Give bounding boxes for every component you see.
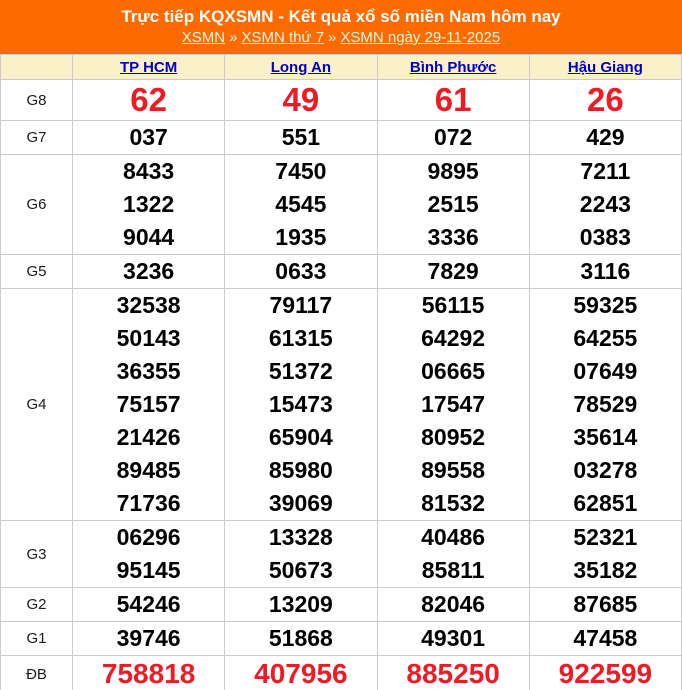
result-cell xyxy=(225,255,377,289)
result-cell xyxy=(73,521,225,588)
result-cell xyxy=(73,588,225,622)
prize-row-g1 xyxy=(1,622,682,656)
prize-row-g7 xyxy=(1,121,682,155)
result-cell xyxy=(529,121,681,155)
result-number: 56115 xyxy=(421,292,485,318)
result-number: 7450 xyxy=(275,158,327,184)
result-number: 32538 xyxy=(116,292,181,318)
result-number: 80952 xyxy=(421,424,486,450)
province-link-haugiang[interactable]: Hậu Giang xyxy=(567,58,643,76)
prize-label: G5 xyxy=(1,255,73,289)
result-number: 54246 xyxy=(116,591,181,617)
result-number: 3336 xyxy=(427,224,479,250)
result-cell xyxy=(377,521,529,588)
prize-row-db xyxy=(1,656,682,690)
breadcrumb xyxy=(182,29,500,47)
result-cell xyxy=(529,255,681,289)
result-cell xyxy=(73,155,225,255)
result-cell xyxy=(225,289,377,521)
result-cell xyxy=(529,656,681,690)
result-number: 64255 xyxy=(573,325,638,351)
breadcrumb-separator: » xyxy=(328,29,337,46)
province-header-binhphuoc xyxy=(377,55,529,80)
result-cell xyxy=(73,656,225,690)
result-number: 06665 xyxy=(421,358,486,384)
result-number: 78529 xyxy=(573,391,638,417)
result-number: 71736 xyxy=(116,490,181,516)
result-number: 40486 xyxy=(421,524,486,550)
result-cell xyxy=(377,155,529,255)
result-cell xyxy=(377,80,529,121)
result-number: 1322 xyxy=(123,191,175,217)
result-cell xyxy=(529,80,681,121)
result-number: 36355 xyxy=(116,358,181,384)
result-number: 62851 xyxy=(573,490,638,516)
result-number: 52321 xyxy=(573,524,638,550)
result-cell xyxy=(225,80,377,121)
result-number: 65904 xyxy=(268,424,333,450)
result-number: 13328 xyxy=(268,524,333,550)
prize-label: G3 xyxy=(1,521,73,588)
result-number: 35614 xyxy=(573,424,638,450)
result-number: 9895 xyxy=(427,158,479,184)
result-number: 82046 xyxy=(421,591,486,617)
result-cell xyxy=(377,588,529,622)
result-number: 3236 xyxy=(123,258,175,284)
result-number: 47458 xyxy=(573,625,638,651)
result-cell xyxy=(377,622,529,656)
result-number: 15473 xyxy=(268,391,333,417)
result-number: 2243 xyxy=(579,191,631,217)
result-number: 07649 xyxy=(573,358,638,384)
result-number: 51868 xyxy=(268,625,333,651)
result-number: 1935 xyxy=(275,224,327,250)
result-cell xyxy=(225,656,377,690)
prize-row-g6 xyxy=(1,155,682,255)
breadcrumb-link-xsmn-date[interactable]: XSMN ngày 29-11-2025 xyxy=(340,29,501,46)
prize-row-g5 xyxy=(1,255,682,289)
result-number: 61315 xyxy=(268,325,333,351)
result-number: 21426 xyxy=(116,424,181,450)
prize-row-g4 xyxy=(1,289,682,521)
result-cell xyxy=(73,80,225,121)
prize-row-g2 xyxy=(1,588,682,622)
result-number: 62 xyxy=(130,81,167,118)
prize-row-g8 xyxy=(1,80,682,121)
prize-label: G2 xyxy=(1,588,73,622)
result-number: 89558 xyxy=(421,457,486,483)
results-body xyxy=(1,80,682,690)
result-number: 8433 xyxy=(123,158,175,184)
result-number: 037 xyxy=(129,124,168,150)
prize-label: G6 xyxy=(1,155,73,255)
result-number: 03278 xyxy=(573,457,638,483)
result-number: 50673 xyxy=(268,557,333,583)
breadcrumb-link-xsmn[interactable]: XSMN xyxy=(181,29,226,46)
prize-row-g3 xyxy=(1,521,682,588)
result-number: 922599 xyxy=(558,658,653,689)
prize-label: G4 xyxy=(1,289,73,521)
result-number: 429 xyxy=(586,124,625,150)
result-cell xyxy=(73,622,225,656)
result-cell xyxy=(225,588,377,622)
province-header-haugiang xyxy=(529,55,681,80)
result-cell xyxy=(73,255,225,289)
breadcrumb-link-xsmn-weekday[interactable]: XSMN thứ 7 xyxy=(241,29,325,46)
result-number: 072 xyxy=(433,124,473,150)
result-number: 95145 xyxy=(116,557,181,583)
result-cell xyxy=(225,121,377,155)
result-number: 75157 xyxy=(116,391,181,417)
page-header xyxy=(0,0,682,54)
result-number: 26 xyxy=(587,81,624,118)
result-number: 50143 xyxy=(116,325,181,351)
result-number: 0633 xyxy=(275,258,327,284)
result-number: 7829 xyxy=(427,258,479,284)
result-number: 85811 xyxy=(421,557,485,583)
result-cell xyxy=(377,255,529,289)
result-cell xyxy=(529,289,681,521)
result-number: 407956 xyxy=(254,658,348,689)
result-number: 13209 xyxy=(268,591,333,617)
result-number: 06296 xyxy=(116,524,181,550)
result-cell xyxy=(529,521,681,588)
result-cell xyxy=(225,521,377,588)
result-cell xyxy=(529,622,681,656)
result-number: 61 xyxy=(434,81,472,118)
result-cell xyxy=(529,588,681,622)
result-number: 885250 xyxy=(406,658,500,689)
result-number: 0383 xyxy=(579,224,631,250)
result-number: 758818 xyxy=(101,658,196,689)
result-number: 2515 xyxy=(427,191,479,217)
result-number: 51372 xyxy=(268,358,333,384)
result-number: 4545 xyxy=(275,191,327,217)
page-title: Trực tiếp KQXSMN - Kết quả xổ số miền Nam hôm nay xyxy=(121,7,561,26)
result-number: 39746 xyxy=(116,625,181,651)
result-number: 59325 xyxy=(573,292,638,318)
result-cell xyxy=(377,121,529,155)
result-number: 17547 xyxy=(421,391,486,417)
result-number: 9044 xyxy=(123,224,175,250)
province-header-row xyxy=(1,55,682,80)
prize-label: G7 xyxy=(1,121,73,155)
result-cell xyxy=(377,289,529,521)
prize-label: ĐB xyxy=(1,656,73,690)
result-number: 64292 xyxy=(421,325,486,351)
breadcrumb-separator: » xyxy=(229,29,238,46)
province-link-longan[interactable]: Long An xyxy=(270,58,331,76)
province-link-tphcm[interactable]: TP HCM xyxy=(120,58,178,76)
result-number: 81532 xyxy=(421,490,486,516)
province-header-longan xyxy=(225,55,377,80)
result-cell xyxy=(225,622,377,656)
prize-column-header xyxy=(1,55,73,80)
result-cell xyxy=(73,289,225,521)
result-cell xyxy=(529,155,681,255)
result-number: 89485 xyxy=(116,457,181,483)
result-number: 85980 xyxy=(268,457,333,483)
result-number: 551 xyxy=(281,124,321,150)
prize-label: G1 xyxy=(1,622,73,656)
result-cell xyxy=(73,121,225,155)
result-cell xyxy=(377,656,529,690)
province-link-binhphuoc[interactable]: Bình Phước xyxy=(409,58,497,76)
result-cell xyxy=(225,155,377,255)
result-number: 49301 xyxy=(421,625,486,651)
result-number: 3116 xyxy=(580,258,631,284)
result-number: 39069 xyxy=(268,490,333,516)
result-number: 35182 xyxy=(573,557,638,583)
results-table xyxy=(0,54,682,690)
prize-label: G8 xyxy=(1,80,73,121)
province-header-tphcm xyxy=(73,55,225,80)
result-number: 79117 xyxy=(269,292,333,318)
result-number: 87685 xyxy=(573,591,638,617)
result-number: 49 xyxy=(282,81,320,118)
result-number: 7211 xyxy=(580,158,631,184)
